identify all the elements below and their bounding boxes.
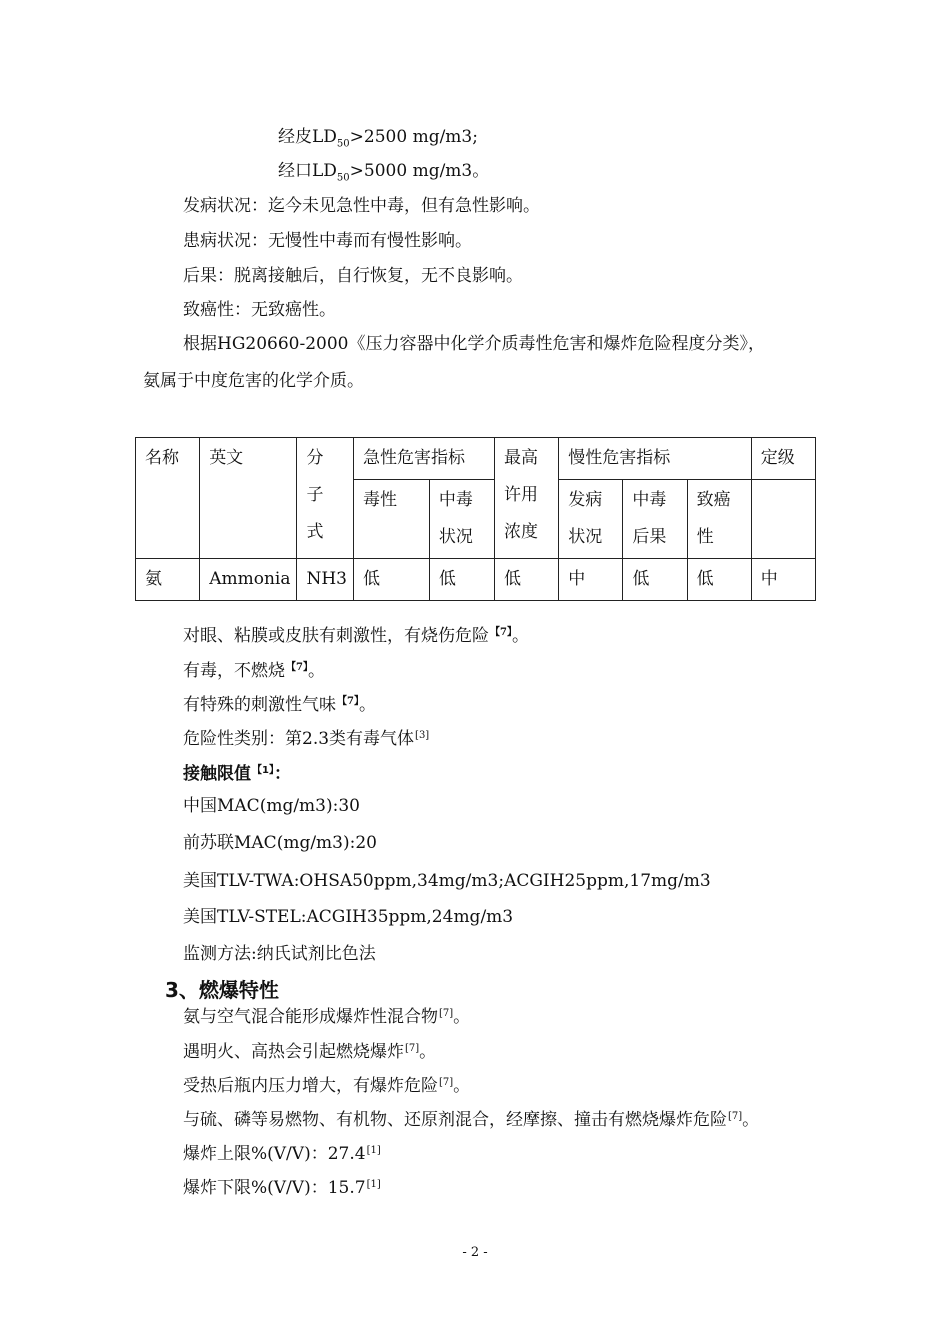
text: 对眼、粘膜或皮肤有刺激性，有烧伤危险 — [183, 626, 489, 646]
header-onset — [559, 480, 623, 559]
cell: 低 — [495, 559, 559, 601]
table-row — [136, 559, 816, 601]
toxicity-table — [135, 437, 816, 601]
china-mac-line: 中国MAC(mg/m3):30 — [183, 796, 360, 816]
citation: 【7】 — [286, 662, 308, 673]
text: 。 — [453, 1076, 471, 1096]
upper-limit-line — [183, 1140, 381, 1165]
text: >2500 mg/m3; — [349, 127, 478, 147]
ussr-mac-line: 前苏联MAC(mg/m3):20 — [183, 833, 377, 853]
page-number: - 2 - — [462, 1245, 488, 1260]
citation: [7] — [405, 1043, 420, 1054]
header-toxicity: 毒性 — [354, 480, 430, 559]
text: 爆炸下限%(V/V)：15.7 — [183, 1178, 366, 1198]
citation: 【7】 — [337, 696, 359, 707]
cell: 低 — [354, 559, 430, 601]
text: 后果 — [632, 527, 667, 547]
cell: 低 — [429, 559, 494, 601]
text: 最高 — [504, 448, 539, 468]
citation: [3] — [415, 730, 430, 741]
header-formula — [297, 438, 354, 559]
chronic-line: 患病状况：无慢性中毒而有慢性影响。 — [183, 231, 472, 251]
onset-line: 发病状况：迄今未见急性中毒，但有急性影响。 — [183, 196, 540, 216]
cell: 氨 — [136, 559, 200, 601]
text: 中毒 — [632, 490, 667, 510]
text: >5000 mg/m3。 — [349, 161, 490, 181]
header-carcinogenic — [687, 480, 751, 559]
text: 经口LD — [278, 161, 337, 181]
text: 浓度 — [504, 522, 539, 542]
text: 遇明火、高热会引起燃烧爆炸 — [183, 1042, 404, 1062]
text: 发病 — [568, 490, 603, 510]
text: 有特殊的刺激性气味 — [183, 695, 336, 715]
text: 有毒，不燃烧 — [183, 661, 285, 681]
citation: [7] — [439, 1077, 454, 1088]
dermal-ld50-line — [278, 126, 478, 155]
lower-limit-line — [183, 1174, 381, 1199]
citation: [1] — [366, 1179, 381, 1190]
header-grade-empty — [751, 480, 815, 559]
text: 子 — [306, 485, 324, 505]
text: 。 — [511, 626, 529, 646]
category-line — [183, 725, 429, 750]
cell: 中 — [751, 559, 815, 601]
explosive-line-4 — [183, 1106, 759, 1131]
header-acute: 急性危害指标 — [354, 438, 495, 480]
text: 与硫、磷等易燃物、有机物、还原剂混合，经摩擦、撞击有燃烧爆炸危险 — [183, 1110, 727, 1130]
text: ： — [273, 764, 291, 784]
text: 。 — [307, 661, 325, 681]
header-grade: 定级 — [751, 438, 815, 480]
text: 。 — [419, 1042, 437, 1062]
text: 性 — [696, 527, 714, 547]
us-twa-line: 美国TLV-TWA:OHSA50ppm,34mg/m3;ACGIH25ppm,17mg/m3 — [183, 871, 711, 891]
us-stel-line: 美国TLV-STEL:ACGIH35ppm,24mg/m3 — [183, 907, 514, 927]
citation: [1] — [366, 1145, 381, 1156]
text: 式 — [306, 522, 324, 542]
text: 经皮LD — [278, 127, 337, 147]
explosive-line-2 — [183, 1038, 436, 1063]
header-english: 英文 — [200, 438, 297, 559]
header-consequence — [623, 480, 687, 559]
text: 氨与空气混合能形成爆炸性混合物 — [183, 1007, 438, 1027]
basis-line-2: 氨属于中度危害的化学介质。 — [143, 371, 364, 391]
citation: 【1】 — [252, 765, 274, 776]
citation: [7] — [728, 1111, 743, 1122]
text: 状况 — [438, 527, 473, 547]
text: 中毒 — [438, 490, 473, 510]
text: 状况 — [568, 527, 603, 547]
explosive-line-1 — [183, 1003, 470, 1028]
text: 。 — [742, 1110, 760, 1130]
explosive-line-3 — [183, 1072, 470, 1097]
text: 许用 — [504, 485, 539, 505]
text: 致癌 — [696, 490, 731, 510]
cell: NH3 — [297, 559, 354, 601]
oral-ld50-line — [278, 160, 489, 189]
cell: 低 — [623, 559, 687, 601]
subscript: 50 — [336, 172, 350, 184]
basis-line-1: 根据HG20660-2000《压力容器中化学介质毒性危害和爆炸危险程度分类》， — [183, 334, 765, 354]
text: 爆炸上限%(V/V)：27.4 — [183, 1144, 366, 1164]
citation: 【7】 — [490, 627, 512, 638]
text: 接触限值 — [183, 764, 251, 784]
header-poisoning — [429, 480, 494, 559]
section-heading: 3、燃爆特性 — [165, 978, 279, 1002]
text: 。 — [358, 695, 376, 715]
carcinogenic-line: 致癌性：无致癌性。 — [183, 300, 336, 320]
subscript: 50 — [336, 138, 350, 150]
cell: 低 — [687, 559, 751, 601]
text: 分 — [306, 448, 324, 468]
cell: 中 — [559, 559, 623, 601]
text: 危险性类别：第2.3类有毒气体 — [183, 729, 415, 749]
limits-title — [183, 760, 291, 785]
header-max-concentration — [495, 438, 559, 559]
text: 。 — [453, 1007, 471, 1027]
method-line: 监测方法:纳氏试剂比色法 — [183, 944, 376, 964]
header-chronic: 慢性危害指标 — [559, 438, 752, 480]
toxic-line — [183, 657, 325, 682]
header-name: 名称 — [136, 438, 200, 559]
irritant-line — [183, 622, 529, 647]
cell: Ammonia — [200, 559, 297, 601]
citation: [7] — [439, 1008, 454, 1019]
odor-line — [183, 691, 376, 716]
consequence-line: 后果：脱离接触后，自行恢复，无不良影响。 — [183, 266, 523, 286]
text: 受热后瓶内压力增大，有爆炸危险 — [183, 1076, 438, 1096]
